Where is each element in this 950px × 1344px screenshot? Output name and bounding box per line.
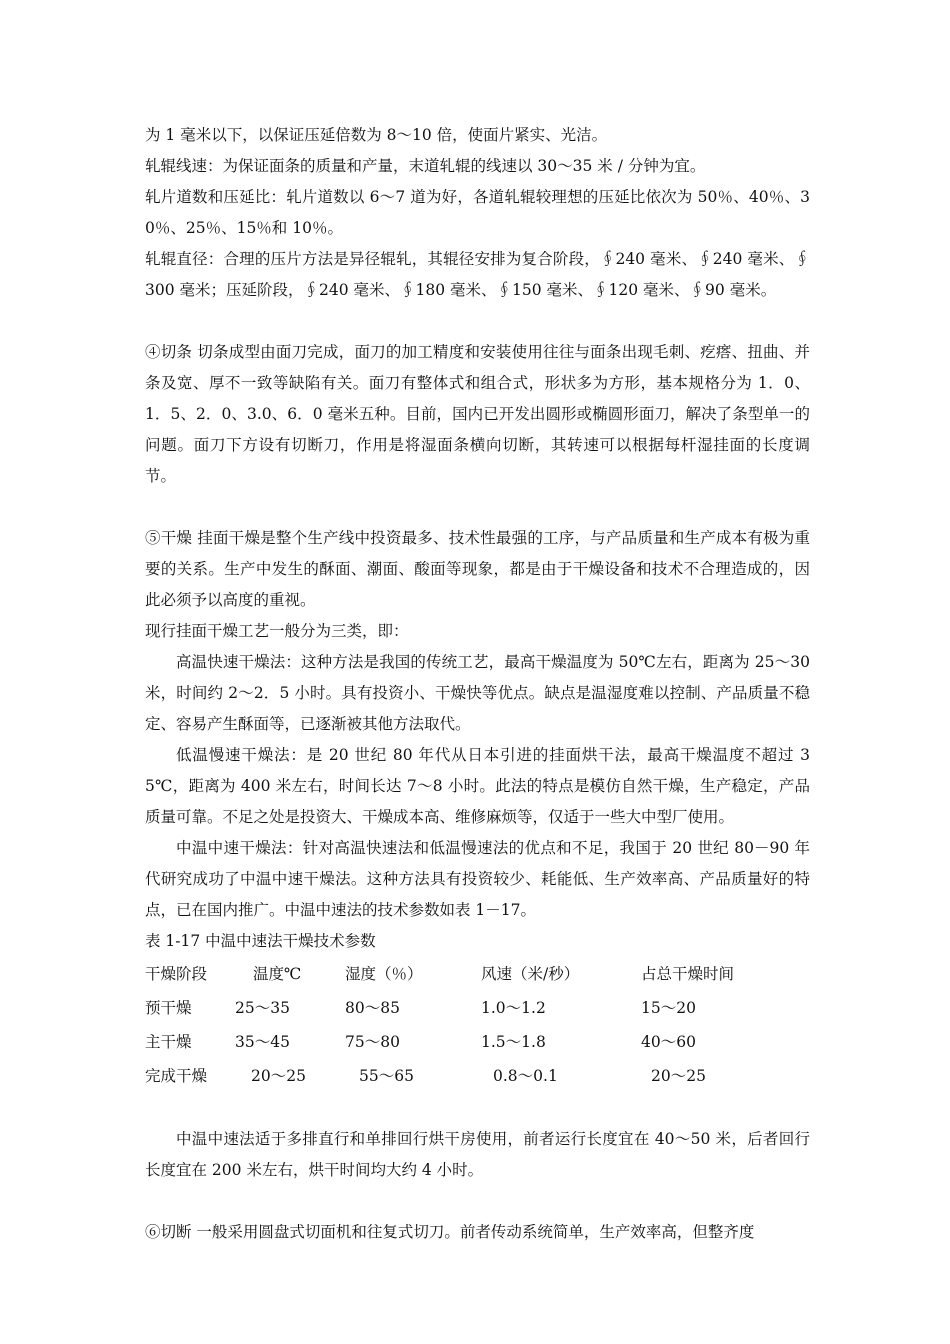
paragraph-high-temp-method: 高温快速干燥法：这种方法是我国的传统工艺，最高干燥温度为 50℃左右，距离为 25～30 米，时间约 2～2．5 小时。具有投资小、干燥快等优点。缺点是温湿度难以控制、产品质量不稳定、容易产生酥面等，已逐渐被其他方法取代。 <box>145 653 810 733</box>
table-cell: 预干燥 <box>145 998 192 1017</box>
table-cell: 0.8～0.1 <box>493 1066 558 1085</box>
table-row <box>145 991 781 1025</box>
paragraph-drying: ⑤干燥 挂面干燥是整个生产线中投资最多、技术性最强的工序，与产品质量和生产成本有极为重要的关系。生产中发生的酥面、潮面、酸面等现象，都是由于干燥设备和技术不合理造成的，因此必须予以高度的重视。 <box>145 529 810 609</box>
document-page <box>145 120 810 1248</box>
paragraph-mid-temp-method: 中温中速干燥法：针对高温快速法和低温慢速法的优点和不足，我国于 20 世纪 80－90 年代研究成功了中温中速干燥法。这种方法具有投资较少、耗能低、生产效率高、产品质量好的特点，已在国内推广。中温中速法的技术参数如表 1－17。 <box>145 839 810 919</box>
spacer <box>145 306 810 337</box>
paragraph-rolling-passes: 轧片道数和压延比：轧片道数以 6～7 道为好，各道轧辊较理想的压延比依次为 50％、40％、30％、25％、15％和 10％。 <box>145 188 810 237</box>
spacer <box>145 1093 810 1124</box>
paragraph-drying-types: 现行挂面干燥工艺一般分为三类，即： <box>145 622 409 640</box>
table-header-cell: 占总干燥时间 <box>641 964 735 983</box>
table-cell: 完成干燥 <box>145 1066 208 1085</box>
paragraph-rolling-thickness: 为 1 毫米以下，以保证压延倍数为 8～10 倍，使面片紧实、光洁。 <box>145 126 608 144</box>
spacer <box>145 492 810 523</box>
paragraph-cutting: ④切条 切条成型由面刀完成，面刀的加工精度和安装使用往往与面条出现毛刺、疙瘩、扭曲、并条及宽、厚不一致等缺陷有关。面刀有整体式和组合式，形状多为方形，基本规格分为 1．0、1．5、2．0、3.0、6．0 毫米五种。目前，国内已开发出圆形或椭圆形面刀，解决了条型单一的问题。面刀下方设有切断刀，作用是将湿面条横向切断，其转速可以根据每杆湿挂面的长度调节。 <box>145 343 810 485</box>
table-cell: 20～25 <box>251 1066 306 1085</box>
table-cell: 15～20 <box>641 998 696 1017</box>
table-header-cell: 风速（米/秒） <box>481 964 580 983</box>
table-title: 表 1-17 中温中速法干燥技术参数 <box>145 932 376 950</box>
table-cell: 40～60 <box>641 1032 696 1051</box>
paragraph-roller-diameter: 轧辊直径：合理的压片方法是异径辊轧，其辊径安排为复合阶段，∮240 毫米、∮240 毫米、∮300 毫米；压延阶段，∮240 毫米、∮180 毫米、∮150 毫米、∮120 毫米、∮90 毫米。 <box>145 250 810 299</box>
table-cell: 75～80 <box>345 1032 400 1051</box>
table-row <box>145 1025 781 1059</box>
table-header-cell: 温度℃ <box>253 964 302 983</box>
table-cell: 1.0～1.2 <box>481 998 546 1017</box>
table-header-row <box>145 957 781 991</box>
table-cell: 35～45 <box>235 1032 290 1051</box>
paragraph-roller-speed: 轧辊线速：为保证面条的质量和产量，末道轧辊的线速以 30～35 米 / 分钟为宜。 <box>145 157 706 175</box>
table-cell: 80～85 <box>345 998 400 1017</box>
table-cell: 20～25 <box>651 1066 706 1085</box>
paragraph-low-temp-method: 低温慢速干燥法：是 20 世纪 80 年代从日本引进的挂面烘干法，最高干燥温度不超过 35℃，距离为 400 米左右，时间长达 7～8 小时。此法的特点是模仿自然干燥，生产稳定，产品质量可靠。不足之处是投资大、干燥成本高、维修麻烦等，仅适于一些大中型厂使用。 <box>145 746 810 826</box>
table-row <box>145 1059 781 1093</box>
spacer <box>145 1186 810 1217</box>
table-header-cell: 干燥阶段 <box>145 964 208 983</box>
paragraph-mid-temp-usage: 中温中速法适于多排直行和单排回行烘干房使用，前者运行长度宜在 40～50 米，后者回行长度宜在 200 米左右，烘干时间均大约 4 小时。 <box>145 1130 810 1179</box>
drying-parameters-table <box>145 957 781 1093</box>
table-header-cell: 湿度（％） <box>345 964 423 983</box>
table-cell: 主干燥 <box>145 1032 192 1051</box>
paragraph-cut-off: ⑥切断 一般采用圆盘式切面机和往复式切刀。前者传动系统简单，生产效率高，但整齐度 <box>145 1223 755 1241</box>
table-cell: 55～65 <box>359 1066 414 1085</box>
table-cell: 25～35 <box>235 998 290 1017</box>
table-cell: 1.5～1.8 <box>481 1032 546 1051</box>
